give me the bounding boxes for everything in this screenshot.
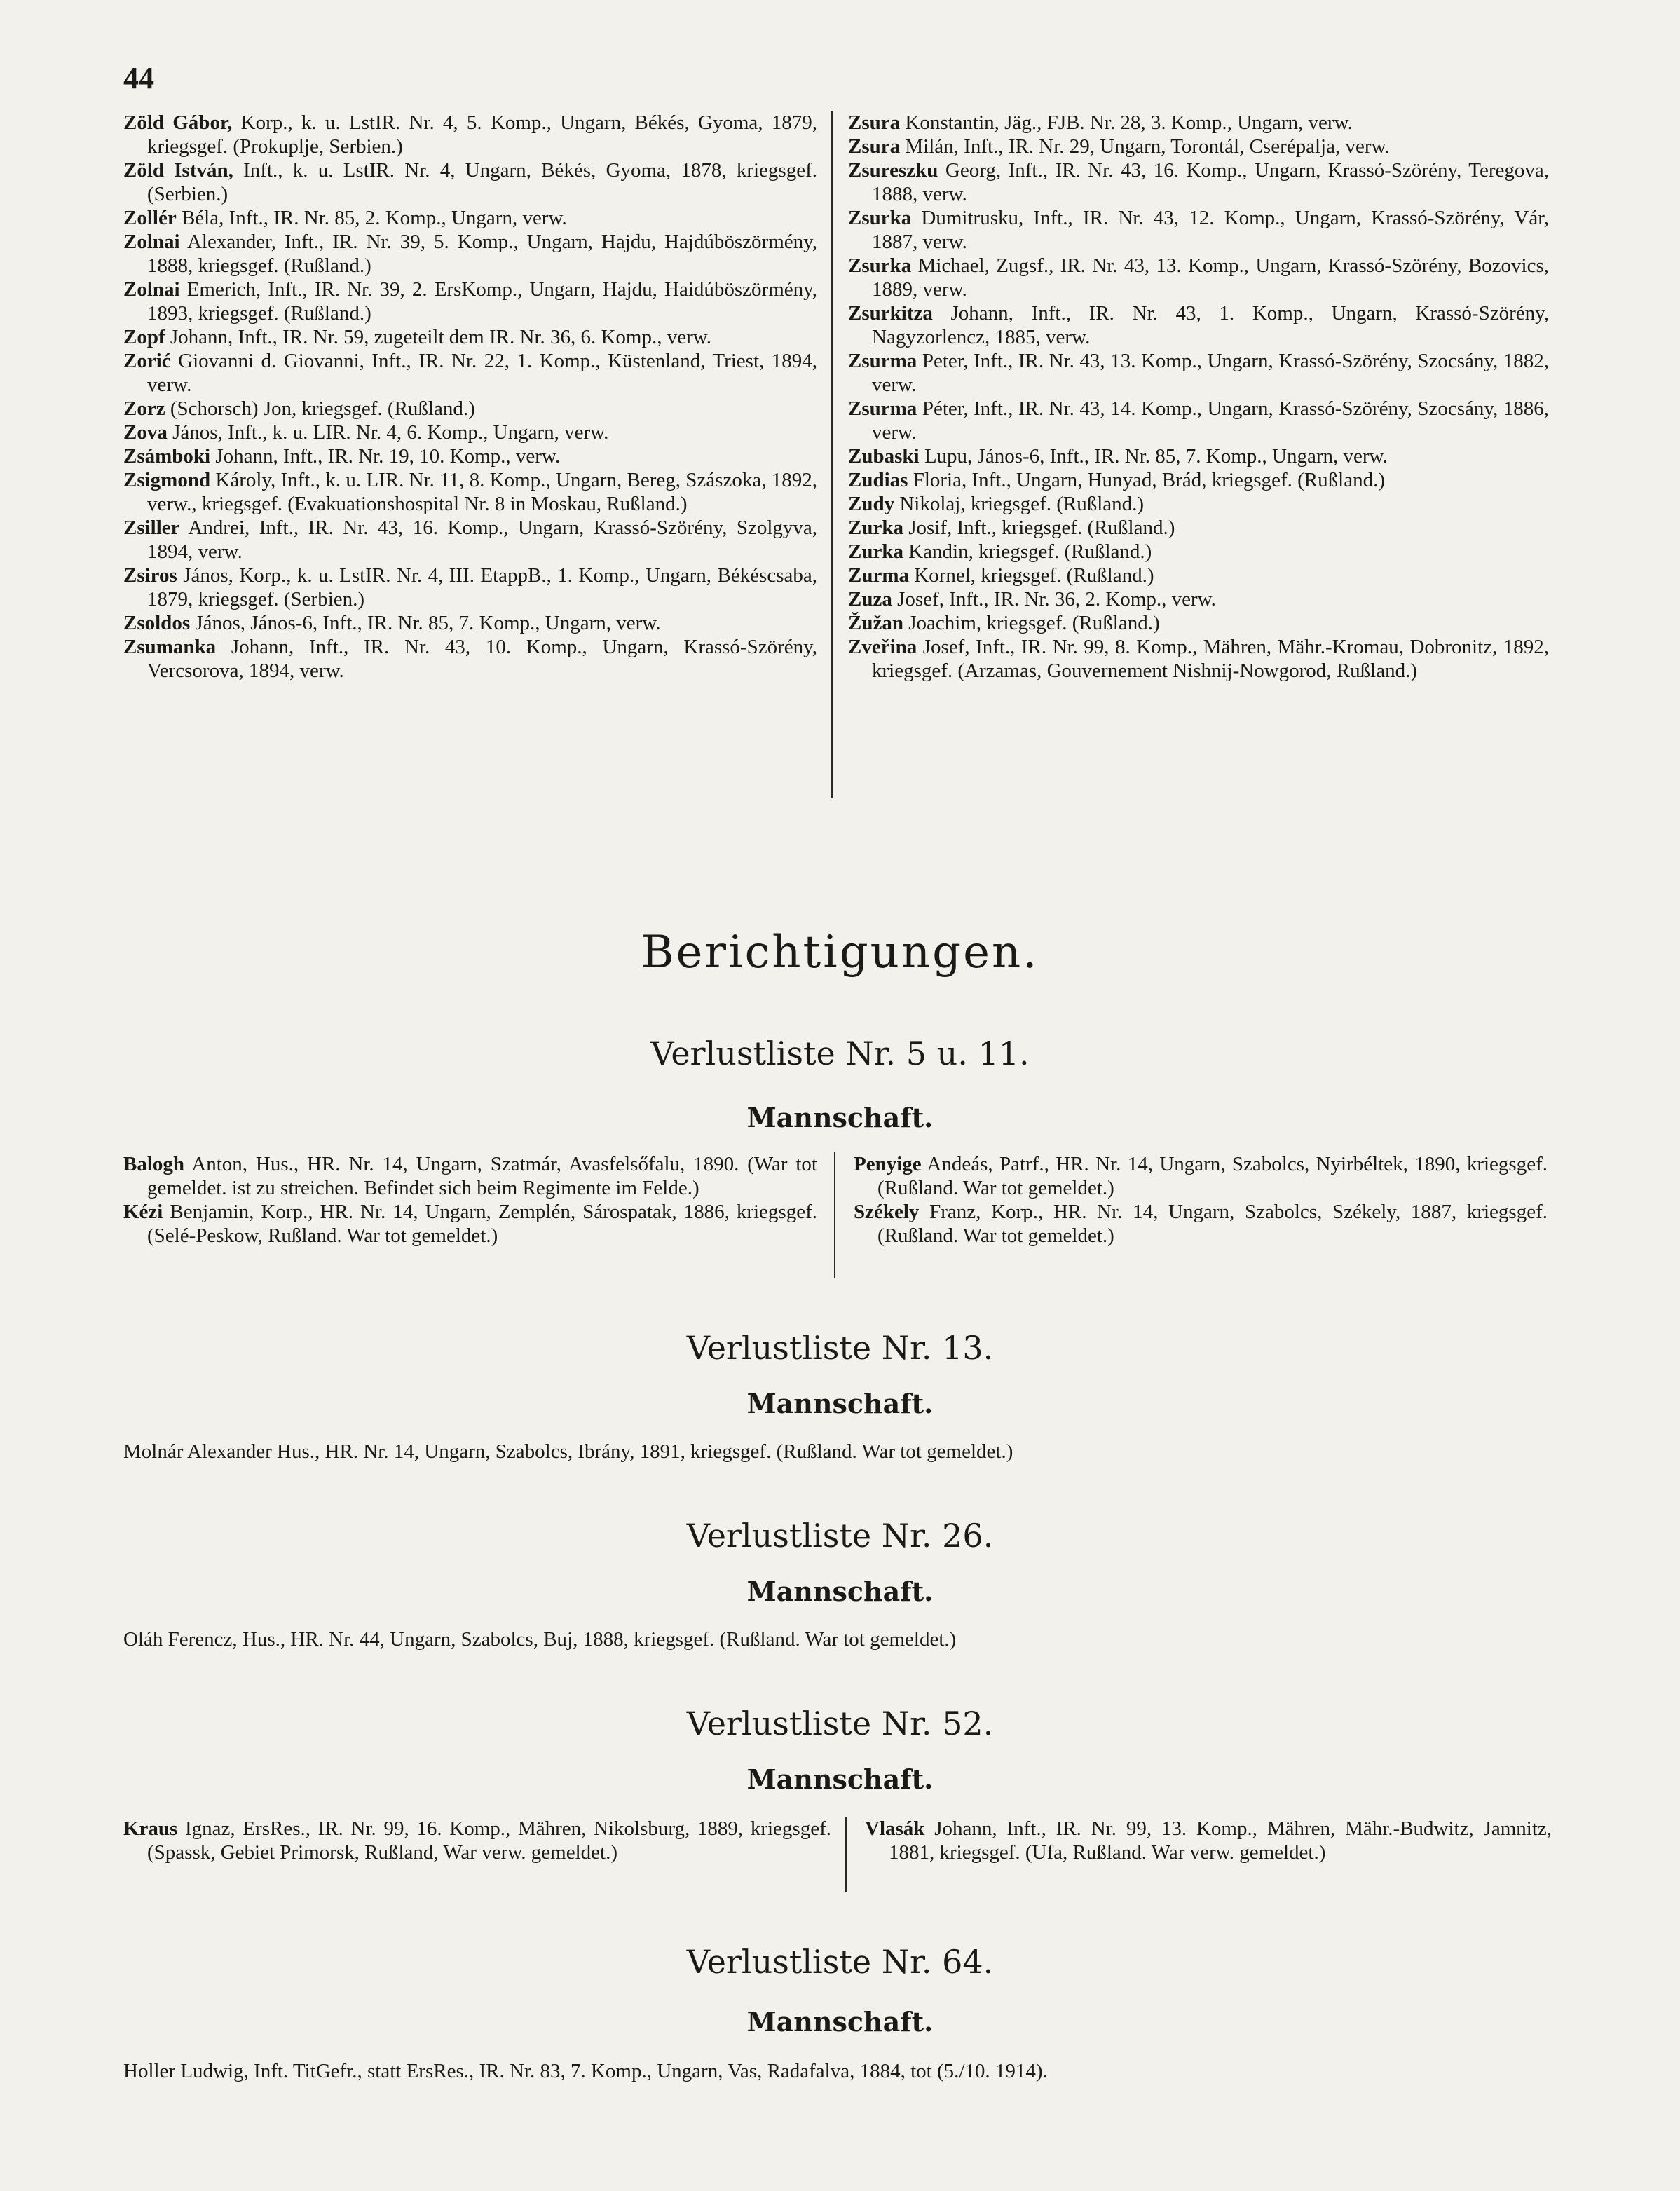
list-entry: Zsura Milán, Inft., IR. Nr. 29, Ungarn, Torontál, Cserépalja, verw.	[848, 135, 1390, 158]
list-entry: Zurka Josif, Inft., kriegsgef. (Rußland.)	[848, 517, 1175, 539]
page-number: 44	[123, 61, 154, 95]
list-entry: Zudy Nikolaj, kriegsgef. (Rußland.)	[848, 493, 1145, 515]
list-entry: Kézi Benjamin, Korp., HR. Nr. 14, Ungarn, Zemplén, Sárospatak, 1886, kriegsgef. (Selé-Peskow, Rußland. War tot gemeldet.)	[123, 1201, 817, 1247]
section-left-column	[123, 1817, 831, 1864]
list-entry: Žužan Joachim, kriegsgef. (Rußland.)	[848, 612, 1160, 634]
section-right-column	[854, 1152, 1548, 1248]
list-entry: Zubaski Lupu, János-6, Inft., IR. Nr. 85, 7. Komp., Ungarn, verw.	[848, 445, 1388, 467]
section-subtitle: Mannschaft.	[746, 1576, 934, 1607]
list-entry: Zsurka Dumitrusku, Inft., IR. Nr. 43, 12. Komp., Ungarn, Krassó-Szörény, Vár, 1887, verw.	[848, 207, 1549, 253]
list-entry: Zöld István, Inft., k. u. LstIR. Nr. 4, Ungarn, Békés, Gyoma, 1878, kriegsgef. (Serbien.)	[123, 159, 817, 205]
list-entry: Zsurma Peter, Inft., IR. Nr. 43, 13. Komp., Ungarn, Krassó-Szörény, Szocsány, 1882, verw.	[848, 350, 1549, 396]
list-entry: Zorz (Schorsch) Jon, kriegsgef. (Rußland.)	[123, 397, 475, 420]
list-entry: Zsura Konstantin, Jäg., FJB. Nr. 28, 3. Komp., Ungarn, verw.	[848, 111, 1353, 134]
list-entry: Zöld Gábor, Korp., k. u. LstIR. Nr. 4, 5. Komp., Ungarn, Békés, Gyoma, 1879, kriegsgef. (Prokuplje, Serbien.)	[123, 111, 817, 158]
list-entry: Zorić Giovanni d. Giovanni, Inft., IR. Nr. 22, 1. Komp., Küstenland, Triest, 1894, verw.	[123, 350, 817, 396]
list-entry: Zsiller Andrei, Inft., IR. Nr. 43, 16. Komp., Ungarn, Krassó-Szörény, Szolgyva, 1894, verw.	[123, 517, 817, 563]
column-divider	[831, 111, 833, 798]
section-subtitle: Mannschaft.	[746, 1763, 934, 1795]
list-entry: Holler Ludwig, Inft. TitGefr., statt ErsRes., IR. Nr. 83, 7. Komp., Ungarn, Vas, Radafalva, 1884, tot (5./10. 1914).	[123, 2060, 1048, 2082]
section-left-column	[123, 1152, 817, 1248]
list-entry: Oláh Ferencz, Hus., HR. Nr. 44, Ungarn, Szabolcs, Buj, 1888, kriegsgef. (Rußland. War tot gemeldet.)	[123, 1628, 957, 1651]
list-entry: Zsureszku Georg, Inft., IR. Nr. 43, 16. Komp., Ungarn, Krassó-Szörény, Teregova, 1888, verw.	[848, 159, 1549, 205]
column-divider	[845, 1817, 847, 1892]
list-entry: Székely Franz, Korp., HR. Nr. 14, Ungarn, Szabolcs, Székely, 1887, kriegsgef. (Rußland. War tot gemeldet.)	[854, 1201, 1548, 1247]
section-right-column	[865, 1817, 1552, 1864]
list-entry: Zveřina Josef, Inft., IR. Nr. 99, 8. Komp., Mähren, Mähr.-Kromau, Dobronitz, 1892, kriegsgef. (Arzamas, Gouvernement Nishnij-Nowgorod, Rußland.)	[848, 636, 1549, 682]
left-column	[123, 111, 817, 683]
list-entry: Zsigmond Károly, Inft., k. u. LIR. Nr. 11, 8. Komp., Ungarn, Bereg, Szászoka, 1892, verw., kriegsgef. (Evakuationshospital Nr. 8 in Moskau, Rußland.)	[123, 469, 817, 515]
column-divider	[834, 1152, 835, 1278]
section-subtitle: Mannschaft.	[746, 1102, 934, 1133]
list-entry: Zsámboki Johann, Inft., IR. Nr. 19, 10. Komp., verw.	[123, 445, 561, 467]
list-entry: Zsurkitza Johann, Inft., IR. Nr. 43, 1. Komp., Ungarn, Krassó-Szörény, Nagyzorlencz, 1885, verw.	[848, 302, 1549, 348]
section-title: Verlustliste Nr. 52.	[686, 1705, 994, 1742]
list-entry: Zsurka Michael, Zugsf., IR. Nr. 43, 13. Komp., Ungarn, Krassó-Szörény, Bozovics, 1889, verw.	[848, 254, 1549, 301]
section-title: Verlustliste Nr. 5 u. 11.	[650, 1035, 1030, 1072]
list-entry: Kraus Ignaz, ErsRes., IR. Nr. 99, 16. Komp., Mähren, Nikolsburg, 1889, kriegsgef. (Spassk, Gebiet Primorsk, Rußland, War verw. gemeldet.)	[123, 1817, 831, 1864]
list-entry: Zurka Kandin, kriegsgef. (Rußland.)	[848, 540, 1152, 563]
list-entry: Zsurma Péter, Inft., IR. Nr. 43, 14. Komp., Ungarn, Krassó-Szörény, Szocsány, 1886, verw.	[848, 397, 1549, 444]
list-entry: Zolnai Alexander, Inft., IR. Nr. 39, 5. Komp., Ungarn, Hajdu, Hajdúböszörmény, 1888, kriegsgef. (Rußland.)	[123, 231, 817, 277]
list-entry: Zova János, Inft., k. u. LIR. Nr. 4, 6. Komp., Ungarn, verw.	[123, 421, 609, 444]
section-subtitle: Mannschaft.	[746, 1388, 934, 1419]
section-title: Verlustliste Nr. 13.	[686, 1329, 994, 1367]
section-subtitle: Mannschaft.	[746, 2006, 934, 2038]
list-entry: Zolnai Emerich, Inft., IR. Nr. 39, 2. ErsKomp., Ungarn, Hajdu, Haidúböszörmény, 1893, kriegsgef. (Rußland.)	[123, 278, 817, 325]
list-entry: Zudias Floria, Inft., Ungarn, Hunyad, Brád, kriegsgef. (Rußland.)	[848, 469, 1385, 491]
list-entry: Penyige Andeás, Patrf., HR. Nr. 14, Ungarn, Szabolcs, Nyirbéltek, 1890, kriegsgef. (Rußland. War tot gemeldet.)	[854, 1153, 1548, 1199]
list-entry: Zopf Johann, Inft., IR. Nr. 59, zugeteilt dem IR. Nr. 36, 6. Komp., verw.	[123, 326, 712, 348]
corrections-title: Berichtigungen.	[641, 927, 1039, 978]
list-entry: Zuza Josef, Inft., IR. Nr. 36, 2. Komp., verw.	[848, 588, 1216, 610]
list-entry: Zollér Béla, Inft., IR. Nr. 85, 2. Komp., Ungarn, verw.	[123, 207, 567, 229]
list-entry: Zsiros János, Korp., k. u. LstIR. Nr. 4, III. EtappB., 1. Komp., Ungarn, Békéscsaba, 1879, kriegsgef. (Serbien.)	[123, 564, 817, 610]
section-title: Verlustliste Nr. 64.	[686, 1943, 994, 1981]
list-entry: Balogh Anton, Hus., HR. Nr. 14, Ungarn, Szatmár, Avasfelsőfalu, 1890. (War tot gemeldet. ist zu streichen. Befindet sich beim Regimente im Felde.)	[123, 1153, 817, 1199]
list-entry: Zsumanka Johann, Inft., IR. Nr. 43, 10. Komp., Ungarn, Krassó-Szörény, Vercsorova, 1894, verw.	[123, 636, 817, 682]
list-entry: Zurma Kornel, kriegsgef. (Rußland.)	[848, 564, 1154, 587]
list-entry: Zsoldos János, János-6, Inft., IR. Nr. 85, 7. Komp., Ungarn, verw.	[123, 612, 661, 634]
list-entry: Molnár Alexander Hus., HR. Nr. 14, Ungarn, Szabolcs, Ibrány, 1891, kriegsgef. (Rußland. War tot gemeldet.)	[123, 1440, 1013, 1463]
section-title: Verlustliste Nr. 26.	[686, 1517, 994, 1555]
list-entry: Vlasák Johann, Inft., IR. Nr. 99, 13. Komp., Mähren, Mähr.-Budwitz, Jamnitz, 1881, kriegsgef. (Ufa, Rußland. War verw. gemeldet.)	[865, 1817, 1552, 1864]
right-column	[848, 111, 1549, 683]
